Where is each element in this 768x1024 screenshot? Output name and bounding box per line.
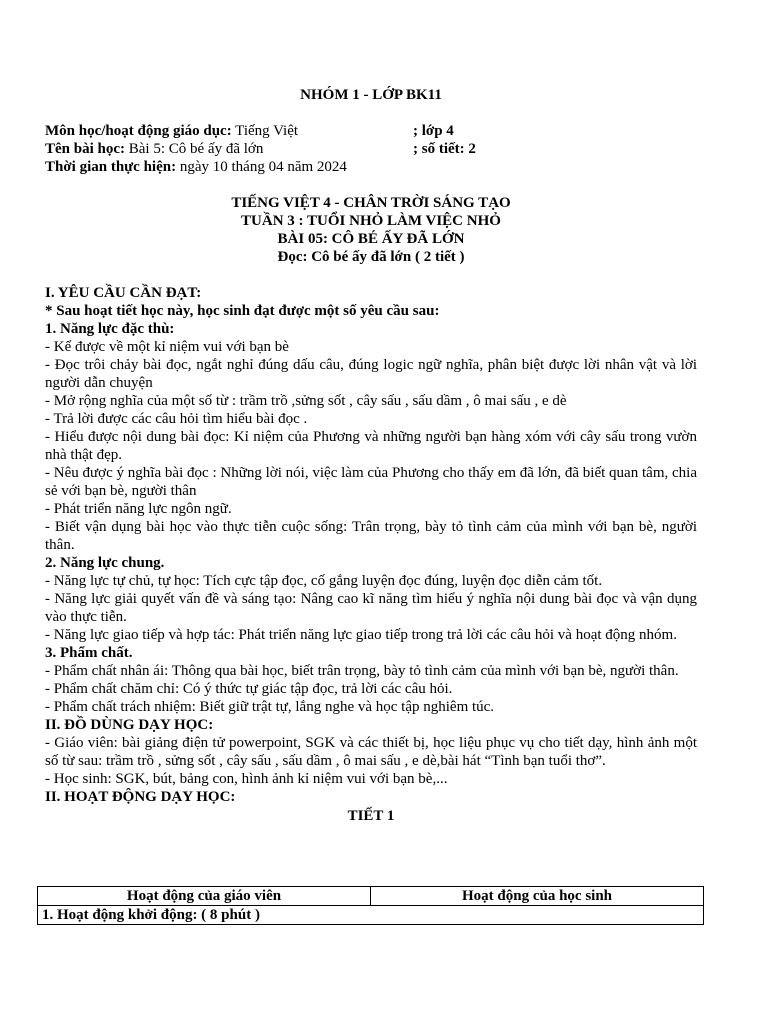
list-item: - Trả lời được các câu hỏi tìm hiểu bài đọc . (45, 411, 308, 427)
section-3-heading: II. HOẠT ĐỘNG DẠY HỌC: (45, 789, 236, 805)
section-1-heading: I. YÊU CẦU CẦN ĐẠT: (45, 285, 202, 301)
teacher-column-header: Hoạt động của giáo viên (38, 887, 371, 906)
subsection-1-heading: 1. Năng lực đặc thù: (45, 321, 175, 337)
list-item: - Phát triển năng lực ngôn ngữ. (45, 501, 232, 517)
list-item: - Biết vận dụng bài học vào thực tiễn cuộc sống: Trân trọng, bày tỏ tình cảm của mình với bạn bè, người thân. (45, 519, 697, 553)
list-item: - Học sinh: SGK, bút, bảng con, hình ảnh kỉ niệm vui với bạn bè,... (45, 771, 448, 787)
warmup-activity-row: 1. Hoạt động khởi động: ( 8 phút ) (38, 906, 704, 925)
table-row (38, 906, 704, 925)
periods-value: ; số tiết: 2 (413, 141, 476, 157)
list-item: - Phẩm chất nhân ái: Thông qua bài học, biết trân trọng, bày tỏ tình cảm của mình với bạn bè, người thân. (45, 663, 679, 679)
lesson-label: Tên bài học: (45, 141, 126, 157)
time-row (45, 158, 697, 176)
list-item: - Đọc trôi chảy bài đọc, ngắt nghỉ đúng dấu câu, đúng logic ngữ nghĩa, phân biệt được lời nhân vật và lời người dẫn chuyện (45, 357, 697, 391)
list-item: - Kể được về một kỉ niệm vui với bạn bè (45, 339, 289, 355)
list-item: - Nêu được ý nghĩa bài đọc : Những lời nói, việc làm của Phương cho thấy em đã lớn, đã biết quan tâm, chia sẻ với bạn bè, người thân (45, 465, 697, 499)
student-column-header: Hoạt động của học sinh (371, 887, 704, 906)
subject-row (45, 122, 697, 140)
lesson-value: Bài 5: Cô bé ấy đã lớn (125, 141, 264, 157)
list-item: - Năng lực giao tiếp và hợp tác: Phát triển năng lực giao tiếp trong trả lời các câu hỏi và hoạt động nhóm. (45, 627, 677, 643)
group-title: NHÓM 1 - LỚP BK11 (300, 87, 442, 103)
time-label: Thời gian thực hiện: (45, 159, 177, 175)
time-value: ngày 10 tháng 04 năm 2024 (176, 159, 347, 175)
week-title: TUẦN 3 : TUỔI NHỎ LÀM VIỆC NHỎ (241, 213, 501, 229)
list-item: - Năng lực giải quyết vấn đề và sáng tạo: Nâng cao kĩ năng tìm hiểu ý nghĩa nội dung bài đọc và vận dụng vào thực tiễn. (45, 591, 697, 625)
lesson-title: BÀI 05: CÔ BÉ ẤY ĐÃ LỚN (277, 231, 465, 247)
reading-title: Đọc: Cô bé ấy đã lớn ( 2 tiết ) (277, 249, 465, 265)
list-item: - Mở rộng nghĩa của một số từ : trầm trồ ,sửng sốt , cây sấu , sấu dầm , ô mai sấu , e dè (45, 393, 567, 409)
period-title: TIẾT 1 (347, 808, 395, 824)
lesson-plan-table (37, 886, 704, 925)
subject-label: Môn học/hoạt động giáo dục: (45, 123, 232, 139)
list-item: - Phẩm chất chăm chỉ: Có ý thức tự giác tập đọc, trả lời các câu hỏi. (45, 681, 453, 697)
section-1-intro: * Sau hoạt tiết học này, học sinh đạt được một số yêu cầu sau: (45, 303, 440, 319)
subsection-3-heading: 3. Phẩm chất. (45, 645, 133, 661)
list-item: - Giáo viên: bài giảng điện tử powerpoint, SGK và các thiết bị, học liệu phục vụ cho tiết dạy, hình ảnh một số từ sau: trầm trồ , sửng sốt , cây sấu , sấu dầm , ô mai sấu , e dè,bài hát “Tình bạn tuổi thơ”. (45, 735, 697, 769)
lesson-row (45, 140, 697, 158)
subsection-2-heading: 2. Năng lực chung. (45, 555, 165, 571)
subject-value: Tiếng Việt (231, 123, 299, 139)
list-item: - Năng lực tự chủ, tự học: Tích cực tập đọc, cố gắng luyện đọc đúng, luyện đọc diễn cảm tốt. (45, 573, 603, 589)
book-title: TIẾNG VIỆT 4 - CHÂN TRỜI SÁNG TẠO (231, 195, 511, 211)
section-2-heading: II. ĐỒ DÙNG DẠY HỌC: (45, 717, 214, 733)
table-header-row (38, 887, 704, 906)
list-item: - Phẩm chất trách nhiệm: Biết giữ trật tự, lắng nghe và học tập nghiêm túc. (45, 699, 495, 715)
document-body (45, 86, 697, 825)
grade-value: ; lớp 4 (413, 123, 454, 139)
list-item: - Hiểu được nội dung bài đọc: Kỉ niệm của Phương và những người bạn hàng xóm với cây sấu trong vườn nhà thật đẹp. (45, 429, 697, 463)
